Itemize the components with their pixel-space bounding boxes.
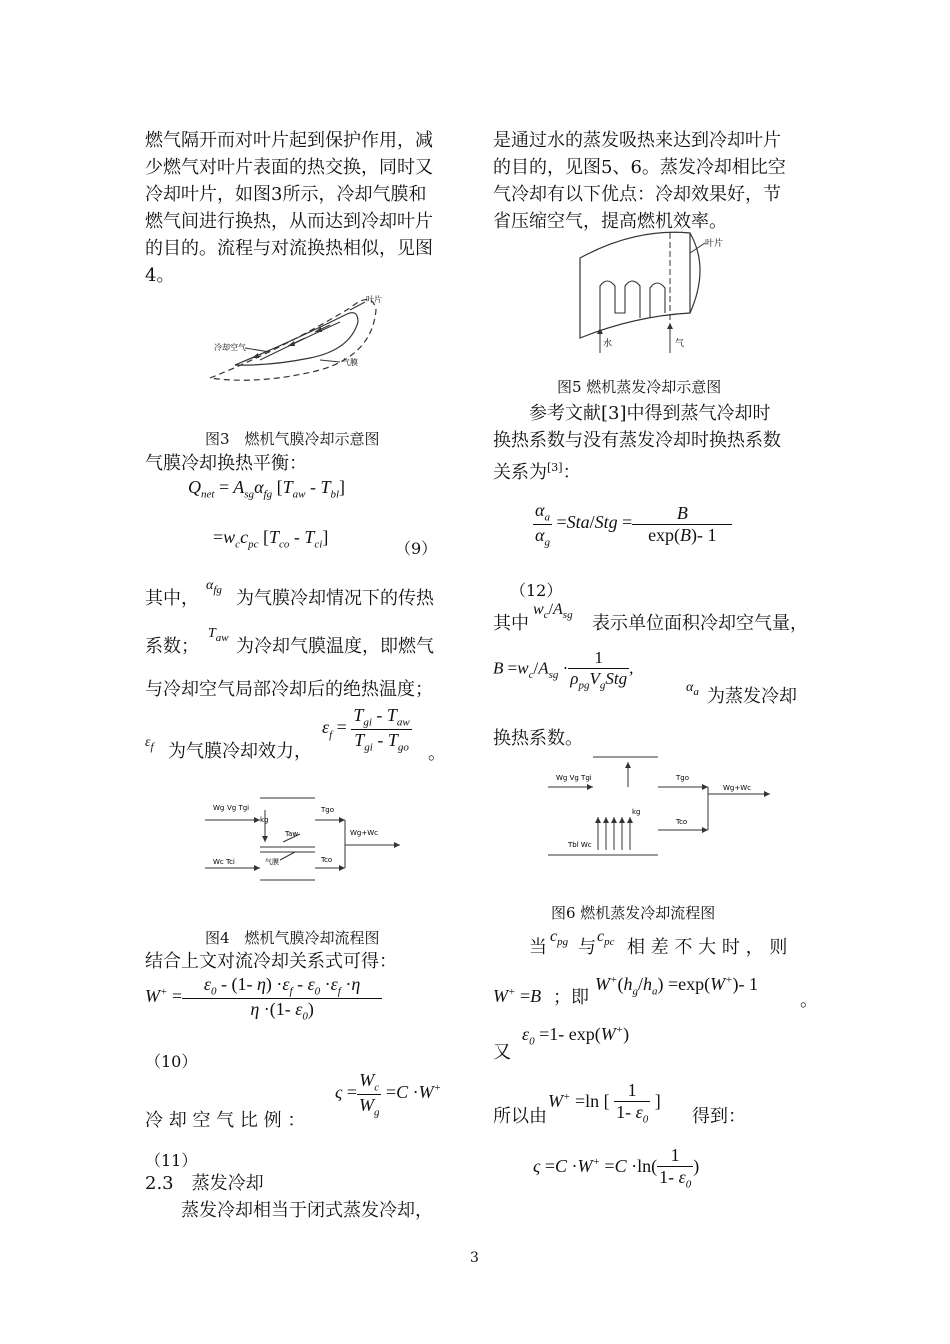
fig4-label-wg-wc: Wg+Wc: [350, 829, 378, 837]
where-text: 为蒸发冷却: [707, 686, 797, 707]
ie-text: ；即: [553, 987, 589, 1008]
equation-9-line-2: $=w_cc_{pc}$ $[T_{co} - T_{ci}]$: [213, 527, 329, 551]
fig3-label-film: 气膜: [342, 358, 358, 367]
period: 。: [428, 743, 446, 764]
fig4-label-tco: Tco: [321, 856, 333, 864]
fig6-label-tgo: Tgo: [676, 774, 690, 782]
where-text: 为冷却气膜温度，即燃气: [236, 636, 434, 657]
b-definition-formula: $B =w_c/A_{sg}$ · $\frac{1}{\rho_{pg}V_gStg}$ ,: [493, 648, 634, 692]
fig6-label-wg-wc: Wg+Wc: [723, 784, 751, 792]
figure-3-film-cooling-diagram: [200, 280, 430, 400]
equation-9-line-1: $Q_{net} = A_{sg}\alpha_{fg}$ $[T_{aw} - T_{bl}]$: [188, 477, 346, 501]
figure-3-caption: 图3 燃机气膜冷却示意图: [205, 430, 380, 448]
fig4-label-wc-tci: Wc Tci: [213, 858, 235, 866]
equation-10-number: （10）: [145, 1052, 198, 1071]
figure-4-caption: 图4 燃机气膜冷却流程图: [205, 929, 380, 947]
c-pc-symbol: $c_{pc}$: [597, 928, 615, 949]
right-para-line: 气冷却有以下优点：冷却效果好，节: [493, 184, 781, 205]
fig6-label-kg: kg: [632, 808, 641, 816]
alpha-fg-symbol: $\alpha_{fg}$: [206, 578, 222, 596]
where-text: 与冷却空气局部冷却后的绝热温度；: [145, 679, 433, 700]
w-plus-ln-formula: W+ =ln [ $\frac{1}{1- \varepsilon_0}$ ]: [548, 1080, 661, 1126]
when-text: 与: [578, 937, 596, 958]
where-text: 其中: [493, 613, 529, 634]
right-para-line: 是通过水的蒸发吸热来达到冷却叶片: [493, 130, 781, 151]
right-para-line: 省压缩空气，提高燃机效率。: [493, 211, 727, 232]
left-para-line: 少燃气对叶片表面的热交换，同时又: [145, 157, 433, 178]
right-para-line: 的目的，见图5、6。蒸发冷却相比空: [493, 157, 786, 178]
w-plus-relation: $W^+(h_g/h_a) =\exp(W^+)-$ 1: [595, 974, 759, 998]
where-text: 换热系数。: [493, 728, 583, 749]
fig4-label-wg: Wg: [213, 804, 225, 812]
equation-9-number: （9）: [395, 539, 438, 558]
when-text: 当: [529, 937, 547, 958]
left-para-line: 蒸发冷却相当于闭式蒸发冷却，: [181, 1200, 433, 1221]
epsilon-0-formula: $\varepsilon_0 =1-$ exp(W+): [522, 1024, 630, 1048]
so-text: 所以由: [493, 1106, 547, 1127]
left-para-line: 燃气间进行换热，从而达到冷却叶片: [145, 211, 433, 232]
t-aw-symbol: $T_{aw}$: [208, 626, 229, 644]
where-text: 表示单位面积冷却空气量，: [592, 613, 808, 634]
c-pg-symbol: $c_{pg}$: [550, 928, 569, 949]
final-zeta-formula: ς =C ·W+ =C ·ln( $\frac{1}{1- \varepsilon_0}$ ): [533, 1145, 700, 1191]
period: 。: [800, 990, 818, 1011]
fig6-label-tco: Tco: [676, 818, 688, 826]
section-heading: 2.3 蒸发冷却: [145, 1173, 264, 1194]
fig3-label-blade: 叶片: [366, 295, 382, 304]
equation-10: W+ = $\frac{\varepsilon_0 - (1- \eta) \cdot\varepsilon_f - \varepsilon_0 \cdot\varepsilon_f \cdot\eta}{\eta \cdot(1- \varepsilon_0)}$: [145, 974, 382, 1022]
left-para-line: 的目的。流程与对流换热相似，见图: [145, 238, 433, 259]
where-text: 为气膜冷却效力，: [168, 741, 312, 762]
fig5-label-blade: 叶片: [705, 239, 724, 249]
right-para-line: 换热系数与没有蒸发冷却时换热系数: [493, 430, 781, 451]
fig5-label-gas: 气: [675, 339, 685, 349]
when-text: 相 差 不 大 时 ， 则: [627, 937, 788, 958]
get-text: 得到：: [692, 1106, 746, 1127]
right-para-line: 参考文献[3]中得到蒸气冷却时: [529, 403, 771, 424]
where-text: 为气膜冷却情况下的传热: [236, 588, 434, 609]
page-number: 3: [470, 1250, 479, 1266]
figure-6-caption: 图6 燃机蒸发冷却流程图: [551, 904, 716, 922]
right-para-line: 关系为[3]：: [493, 461, 581, 483]
epsilon-f-symbol: $\varepsilon_f$: [145, 735, 154, 753]
combine-text: 结合上文对流冷却关系式可得：: [145, 951, 397, 972]
where-text: 其中，: [145, 588, 199, 609]
heat-balance-title: 气膜冷却换热平衡：: [145, 453, 307, 474]
left-para-line: 冷却叶片，如图3所示，冷却气膜和: [145, 184, 427, 205]
equation-11: ς = $\frac{W_c}{W_g}$ =C ·W+: [335, 1070, 442, 1119]
left-para-line: 4。: [145, 265, 175, 286]
where-text: 系数；: [145, 636, 199, 657]
fig6-label-tbl-wc: Tbl Wc: [568, 841, 592, 849]
figure-4-film-cooling-flow: [205, 790, 405, 895]
figure-5-caption: 图5 燃机蒸发冷却示意图: [557, 378, 722, 396]
w-plus-equals-b: W+ =B: [493, 986, 542, 1006]
figure-6-evaporative-cooling-flow: [548, 752, 773, 862]
fig6-label-inlet: Wg Vg Tgi: [556, 774, 592, 782]
fig3-label-cooling-air: 冷却空气: [214, 343, 246, 352]
left-para-line: 燃气隔开而对叶片起到保护作用，减: [145, 130, 433, 151]
epsilon-f-formula: $\varepsilon_f$ = $\frac{T_{gi} - T_{aw}}{T_{gi} - T_{go}}$: [322, 705, 410, 754]
figure-5-evaporative-cooling-diagram: [575, 228, 735, 358]
equation-12-number: （12）: [510, 581, 563, 600]
equation-11-number: （11）: [145, 1151, 198, 1170]
fig4-label-film: 气膜: [265, 858, 279, 866]
fig4-label-kg: kg: [260, 816, 269, 824]
fig4-label-taw: Taw: [285, 830, 299, 838]
wc-over-asg-symbol: $w_c/A_{sg}$: [533, 601, 573, 622]
fig5-label-water: 水: [603, 339, 613, 349]
fig4-label-tgo: Tgo: [321, 806, 335, 814]
again-text: 又: [493, 1042, 511, 1063]
cooling-air-ratio-label: 冷 却 空 气 比 例 ：: [145, 1110, 306, 1131]
equation-12: $\frac{\alpha_a}{\alpha_g}$ =Sta/Stg = $\frac{B}{\exp(B)- 1}$: [533, 500, 732, 548]
alpha-a-symbol: $\alpha_a$: [686, 680, 699, 698]
fig4-label-vg-tgi: Vg Tgi: [227, 804, 250, 812]
